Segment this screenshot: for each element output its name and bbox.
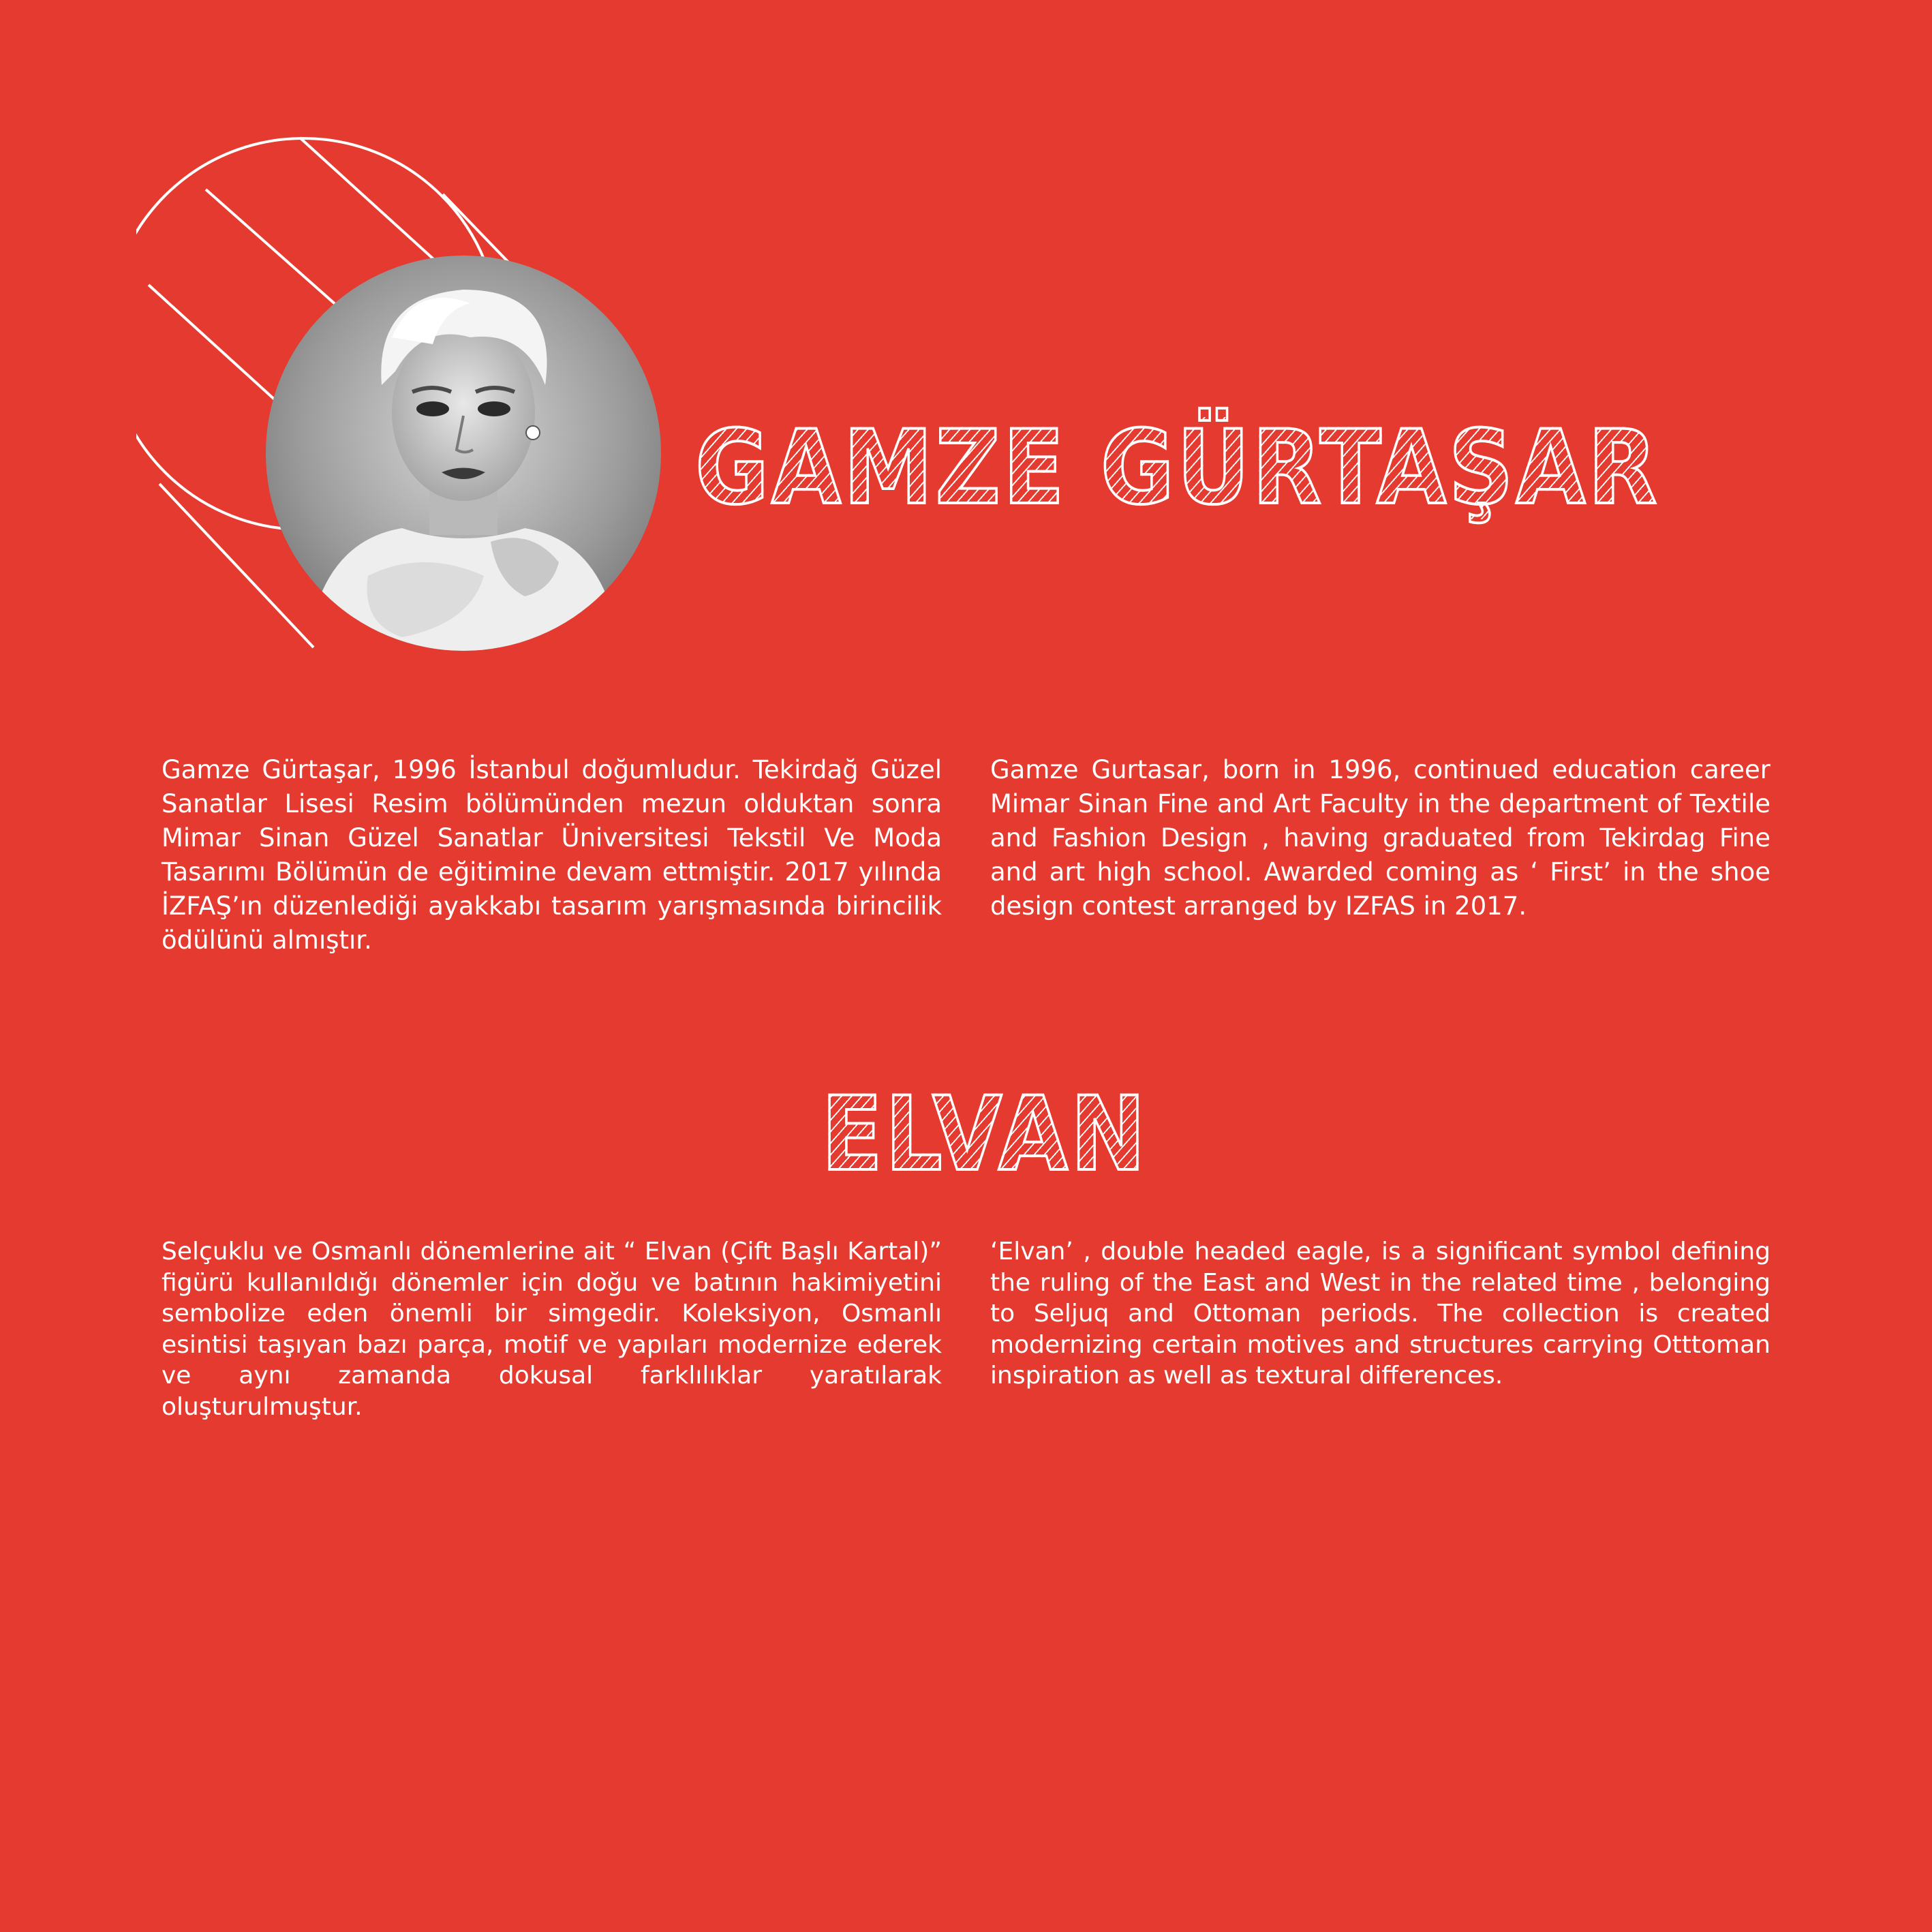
designer-bio-english: Gamze Gurtasar, born in 1996, continued education career Mimar Sinan Fine and Art Faculty in the department of Textile and Fashion Design , having graduated from Tekirdag Fine and art high school. Awarded coming as ‘ First’ in the shoe design contest arranged by IZFAS in 2017.: [990, 755, 1770, 921]
collection-description-english: ‘Elvan’ , double headed eagle, is a significant symbol defining the ruling of the East and West in the related time , belonging to Seljuq and Ottoman periods. The collection is created modernizing certain motives and structures carrying Otttoman inspiration as well as textural differences.: [990, 1238, 1770, 1390]
collection-title: ELVAN: [821, 1075, 1148, 1194]
designer-bio-turkish: Gamze Gürtaşar, 1996 İstanbul doğumludur. Tekirdağ Güzel Sanatlar Lisesi Resim bölümünden mezun olduktan sonra Mimar Sinan Güzel Sanatlar Üniversitesi Tekstil Ve Moda Tasarımı Bölümün de eğitimine devam ettmiştir. 2017 yılında İZFAŞ’ın düzenlediği ayakkabı tasarım yarışmasında birincilik ödülünü almıştır.: [162, 755, 942, 955]
designer-name-title: GAMZE GÜRTAŞAR: [695, 409, 1660, 527]
portrait-photo-icon: [266, 256, 661, 651]
collection-description-turkish: Selçuklu ve Osmanlı dönemlerine ait “ Elvan (Çift Başlı Kartal)” figürü kullanıldığı dönemler için doğu ve batının hakimiyetini sembolize eden önemli bir simgedir. Koleksiyon, Osmanlı esintisi taşıyan bazı parça, motif ve yapıları modernize ederek ve aynı zamanda dokusal farklılıklar yaratılarak oluşturulmuştur.: [162, 1238, 942, 1421]
designer-portrait: [266, 256, 661, 651]
